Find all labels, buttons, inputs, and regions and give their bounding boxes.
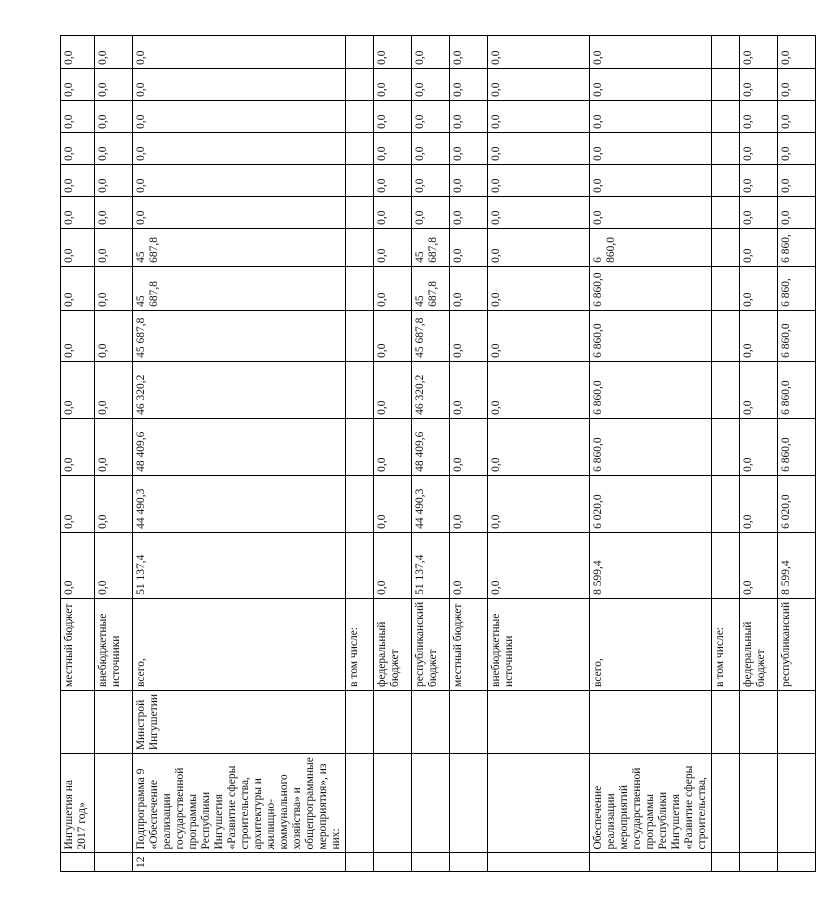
table-cell: местный бюджет [61, 598, 95, 690]
table-cell [346, 532, 374, 598]
table-cell [712, 475, 740, 532]
table-row [778, 35, 816, 871]
table-cell: Ингушетия на 2017 год» [61, 754, 95, 853]
table-cell: 0,0 [374, 310, 412, 361]
table-cell [712, 68, 740, 100]
table-cell: 0,0 [412, 35, 450, 68]
table-cell: 0,0 [778, 196, 816, 228]
table-cell [374, 690, 412, 753]
table-cell [712, 266, 740, 310]
table-cell: 0,0 [740, 266, 778, 310]
table-cell: 6 860,0 [590, 228, 712, 266]
table-cell [740, 853, 778, 872]
table-cell: 6 020,0 [590, 475, 712, 532]
table-cell: 0,0 [61, 68, 95, 100]
table-cell [95, 853, 133, 872]
table-cell [95, 754, 133, 853]
table-cell [712, 754, 740, 853]
table-cell [412, 853, 450, 872]
table-cell: 0,0 [95, 361, 133, 418]
table-cell: 46 320,2 [133, 361, 346, 418]
table-cell [712, 690, 740, 753]
table-cell: в том числе: [346, 598, 374, 690]
table-cell: 0,0 [374, 164, 412, 196]
table-cell: 0,0 [95, 475, 133, 532]
table-cell: 6 860,0 [778, 361, 816, 418]
table-cell [346, 68, 374, 100]
table-cell: 0,0 [488, 361, 590, 418]
table-cell: республиканский бюджет [412, 598, 450, 690]
table-cell: 0,0 [61, 475, 95, 532]
table-cell: 0,0 [488, 418, 590, 475]
table-cell: 0,0 [133, 100, 346, 132]
table-cell: 6 860,0 [590, 266, 712, 310]
table-cell: 0,0 [374, 266, 412, 310]
table-cell: 0,0 [133, 132, 346, 164]
table-cell: 45 687,8 [133, 310, 346, 361]
table-cell: 0,0 [450, 35, 488, 68]
table-cell: Минстрой Ингушетии [133, 690, 346, 753]
table-cell: 0,0 [450, 266, 488, 310]
table-cell: 0,0 [450, 196, 488, 228]
table-cell: 0,0 [740, 532, 778, 598]
table-cell: 0,0 [374, 35, 412, 68]
table-cell: 0,0 [374, 361, 412, 418]
table-cell: 51 137,4 [412, 532, 450, 598]
table-cell [61, 853, 95, 872]
table-cell [346, 132, 374, 164]
table-cell [346, 228, 374, 266]
table-cell: 45 687,8 [412, 310, 450, 361]
table-cell: федеральный бюджет [740, 598, 778, 690]
table-row [95, 35, 133, 871]
table-cell: 0,0 [374, 132, 412, 164]
table-cell: 0,0 [450, 228, 488, 266]
table-cell: 0,0 [450, 475, 488, 532]
table-cell: 6 860, [778, 228, 816, 266]
table-cell: 0,0 [374, 68, 412, 100]
table-cell: 0,0 [590, 68, 712, 100]
table-cell: 0,0 [778, 68, 816, 100]
table-cell: 6 860,0 [590, 361, 712, 418]
table-cell: 0,0 [488, 35, 590, 68]
table-row [450, 35, 488, 871]
table-cell [374, 853, 412, 872]
table-cell: 0,0 [450, 100, 488, 132]
table-cell: 0,0 [488, 228, 590, 266]
table-cell: 46 320,2 [412, 361, 450, 418]
table-cell: 0,0 [95, 164, 133, 196]
table-cell: 0,0 [412, 100, 450, 132]
table-cell [488, 690, 590, 753]
table-cell [346, 35, 374, 68]
table-cell: 0,0 [740, 475, 778, 532]
table-cell [488, 853, 590, 872]
table-cell: 8 599,4 [778, 532, 816, 598]
table-cell: 0,0 [450, 310, 488, 361]
table-cell: 0,0 [95, 266, 133, 310]
table-cell: 0,0 [374, 475, 412, 532]
table-cell: 0,0 [488, 132, 590, 164]
table-cell: 0,0 [133, 68, 346, 100]
table-cell [712, 418, 740, 475]
table-cell [346, 418, 374, 475]
table-cell [346, 690, 374, 753]
table-cell: 0,0 [740, 361, 778, 418]
table-row [590, 35, 712, 871]
table-cell: 0,0 [450, 361, 488, 418]
table-cell: 0,0 [740, 100, 778, 132]
table-cell [712, 132, 740, 164]
table-cell: 0,0 [412, 164, 450, 196]
table-cell: 0,0 [61, 164, 95, 196]
table-cell: 0,0 [95, 35, 133, 68]
table-row [133, 35, 346, 871]
table-cell: 0,0 [450, 164, 488, 196]
table-cell: 51 137,4 [133, 532, 346, 598]
table-cell: 45 687,8 [133, 228, 346, 266]
table-cell: 0,0 [488, 532, 590, 598]
table-cell: 0,0 [133, 196, 346, 228]
table-cell: 0,0 [740, 196, 778, 228]
table-cell: 6 860,0 [778, 418, 816, 475]
table-cell: 0,0 [61, 132, 95, 164]
table-cell: 48 409,6 [133, 418, 346, 475]
table-cell [712, 361, 740, 418]
table-cell: 0,0 [590, 164, 712, 196]
table-cell: 0,0 [450, 132, 488, 164]
table-cell: 0,0 [412, 132, 450, 164]
table-cell [450, 690, 488, 753]
table-cell: 0,0 [95, 228, 133, 266]
table-cell [740, 690, 778, 753]
table-cell: 0,0 [95, 196, 133, 228]
table-cell [346, 164, 374, 196]
table-cell [450, 853, 488, 872]
table-row [346, 35, 374, 871]
table-cell [778, 690, 816, 753]
budget-table [60, 35, 816, 872]
table-cell: 0,0 [488, 164, 590, 196]
table-cell: 0,0 [488, 475, 590, 532]
table-cell: 6 860, [778, 266, 816, 310]
table-cell [412, 754, 450, 853]
table-cell: 0,0 [61, 310, 95, 361]
table-cell [712, 228, 740, 266]
table-cell [346, 100, 374, 132]
table-cell: 0,0 [488, 196, 590, 228]
table-cell: 6 860,0 [590, 310, 712, 361]
table-cell: в том числе: [712, 598, 740, 690]
table-cell: 0,0 [488, 266, 590, 310]
table-cell: 0,0 [61, 35, 95, 68]
table-cell: 0,0 [740, 310, 778, 361]
table-cell: 0,0 [133, 164, 346, 196]
table-cell: Подпрограмма 9 «Обеспечение реализации государственной программы Республики Ингушетия «Развитие сферы строительства, архитектуры и жилищно-коммунального хозяйства» и общепрограммные мероприятия», из них: [133, 754, 346, 853]
table-cell: 0,0 [61, 361, 95, 418]
table-cell: республиканский [778, 598, 816, 690]
table-cell [346, 266, 374, 310]
table-cell: 0,0 [488, 310, 590, 361]
table-row [488, 35, 590, 871]
table-cell [590, 690, 712, 753]
table-cell: 0,0 [740, 68, 778, 100]
table-cell [778, 754, 816, 853]
table-cell: 0,0 [590, 35, 712, 68]
table-cell: 0,0 [61, 228, 95, 266]
table-cell [374, 754, 412, 853]
table-cell: 0,0 [450, 68, 488, 100]
table-cell [346, 361, 374, 418]
table-cell: 0,0 [740, 418, 778, 475]
table-cell: 0,0 [374, 100, 412, 132]
table-cell [450, 754, 488, 853]
table-cell: всего, [133, 598, 346, 690]
table-cell: 0,0 [61, 100, 95, 132]
table-cell [346, 853, 374, 872]
table-cell [712, 164, 740, 196]
table-cell: 0,0 [488, 100, 590, 132]
table-cell: 0,0 [740, 228, 778, 266]
table-cell: всего, [590, 598, 712, 690]
table-cell [712, 853, 740, 872]
table-cell [778, 853, 816, 872]
table-cell: 0,0 [95, 68, 133, 100]
table-cell: 44 490,3 [133, 475, 346, 532]
table-cell: внебюджетные источники [95, 598, 133, 690]
table-cell: 0,0 [95, 132, 133, 164]
table-row [740, 35, 778, 871]
table-row [61, 35, 95, 871]
table-cell: 45 687,8 [133, 266, 346, 310]
table-cell: 0,0 [95, 100, 133, 132]
table-cell: 0,0 [778, 132, 816, 164]
table-cell [712, 196, 740, 228]
table-cell: 0,0 [590, 196, 712, 228]
table-cell: 8 599,4 [590, 532, 712, 598]
table-row [374, 35, 412, 871]
table-cell: 12 [133, 853, 346, 872]
table-cell: 0,0 [590, 132, 712, 164]
table-cell [488, 754, 590, 853]
table-row [412, 35, 450, 871]
table-cell: 0,0 [412, 196, 450, 228]
table-cell: 0,0 [450, 532, 488, 598]
table-cell [712, 310, 740, 361]
table-cell: 0,0 [412, 68, 450, 100]
table-cell: 0,0 [374, 418, 412, 475]
table-cell: 0,0 [374, 228, 412, 266]
table-cell [346, 475, 374, 532]
table-cell: 0,0 [95, 310, 133, 361]
table-cell: 0,0 [61, 418, 95, 475]
table-cell: 0,0 [488, 68, 590, 100]
table-cell: 0,0 [740, 35, 778, 68]
table-cell [590, 853, 712, 872]
table-cell: местный бюджет [450, 598, 488, 690]
table-cell: внебюджетные источники [488, 598, 590, 690]
table-cell [346, 754, 374, 853]
table-cell: 44 490,3 [412, 475, 450, 532]
table-cell [61, 690, 95, 753]
table-cell: 0,0 [374, 532, 412, 598]
table-cell: 0,0 [778, 164, 816, 196]
table-cell: 6 860,0 [590, 418, 712, 475]
table-cell: 0,0 [61, 532, 95, 598]
table-cell: 0,0 [374, 196, 412, 228]
table-cell [712, 35, 740, 68]
table-cell: 0,0 [450, 418, 488, 475]
table-cell: 0,0 [740, 164, 778, 196]
table-cell: 45 687,8 [412, 228, 450, 266]
table-cell: 0,0 [95, 532, 133, 598]
table-cell [346, 310, 374, 361]
table-cell: Обеспечение реализации мероприятий государственной программы Республики Ингушетия «Развитие сферы строительства, [590, 754, 712, 853]
table-cell: 45 687,8 [412, 266, 450, 310]
table-cell: 0,0 [590, 100, 712, 132]
table-cell: 0,0 [778, 35, 816, 68]
table-cell: 0,0 [61, 196, 95, 228]
table-cell: 0,0 [778, 100, 816, 132]
table-cell: 0,0 [133, 35, 346, 68]
table-cell: 0,0 [61, 266, 95, 310]
table-cell [712, 532, 740, 598]
table-cell: 0,0 [95, 418, 133, 475]
table-cell: 6 020,0 [778, 475, 816, 532]
table-cell: 6 860,0 [778, 310, 816, 361]
table-cell [346, 196, 374, 228]
table-cell: 48 409,6 [412, 418, 450, 475]
table-cell [412, 690, 450, 753]
table-row [712, 35, 740, 871]
table-cell: 0,0 [740, 132, 778, 164]
table-cell [712, 100, 740, 132]
table-cell [95, 690, 133, 753]
table-cell [740, 754, 778, 853]
table-cell: федеральный бюджет [374, 598, 412, 690]
